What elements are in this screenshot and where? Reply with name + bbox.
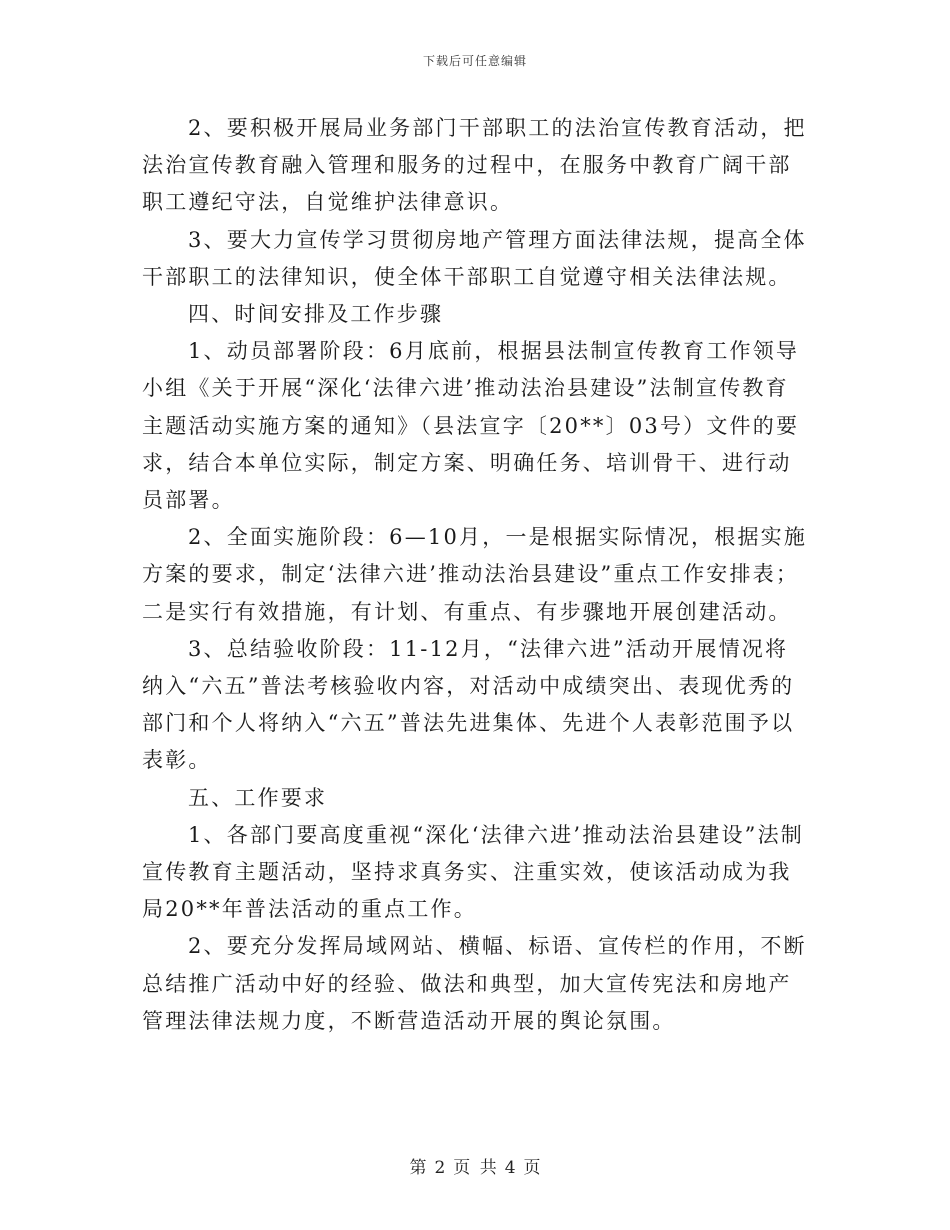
paragraph-stage-1: 1、动员部署阶段：6月底前，根据县法制宣传教育工作领导小组《关于开展“深化‘法律六进’推动法治县建设”法制宣传教育主题活动实施方案的通知》（县法宣字〔20**〕03号）文件的要求，结合本单位实际，制定方案、明确任务、培训骨干、进行动员部署。 xyxy=(142,339,800,513)
document-body xyxy=(142,110,808,1040)
paragraph-stage-2: 2、全面实施阶段：6—10月，一是根据实际情况，根据实施方案的要求，制定‘法律六进’推动法治县建设”重点工作安排表；二是实行有效措施，有计划、有重点、有步骤地开展创建活动。 xyxy=(142,525,808,624)
footer-page-number: 2 xyxy=(434,1158,446,1178)
section-heading-schedule: 四、时间安排及工作步骤 xyxy=(188,302,444,327)
section-heading-requirements: 五、工作要求 xyxy=(188,785,328,810)
paragraph-stage-3: 3、总结验收阶段：11-12月，“法律六进”活动开展情况将纳入“六五”普法考核验收内容，对活动中成绩突出、表现优秀的部门和个人将纳入“六五”普法先进集体、先进个人表彰范围予以表彰。 xyxy=(142,636,795,773)
page-header: 下载后可任意编辑 xyxy=(422,54,527,68)
footer-prefix: 第 xyxy=(409,1158,427,1178)
footer-middle: 页 共 xyxy=(453,1158,497,1178)
footer-suffix: 页 xyxy=(523,1158,541,1178)
paragraph-work-requirement-1: 1、各部门要高度重视“深化‘法律六进’推动法治县建设”法制宣传教育主题活动，坚持求真务实、注重实效，使该活动成为我局20**年普法活动的重点工作。 xyxy=(142,822,804,922)
paragraph-requirement-3: 3、要大力宣传学习贯彻房地产管理方面法律法规，提高全体干部职工的法律知识，使全体干部职工自觉遵守相关法律法规。 xyxy=(142,227,807,289)
paragraph-work-requirement-2: 2、要充分发挥局域网站、横幅、标语、宣传栏的作用，不断总结推广活动中好的经验、做法和典型，加大宣传宪法和房地产管理法律法规力度，不断营造活动开展的舆论氛围。 xyxy=(142,934,807,1033)
paragraph-requirement-2: 2、要积极开展局业务部门干部职工的法治宣传教育活动，把法治宣传教育融入管理和服务的过程中，在服务中教育广阔干部职工遵纪守法，自觉维护法律意识。 xyxy=(142,116,807,215)
page-footer xyxy=(0,1153,950,1178)
footer-total-pages: 4 xyxy=(504,1158,516,1178)
